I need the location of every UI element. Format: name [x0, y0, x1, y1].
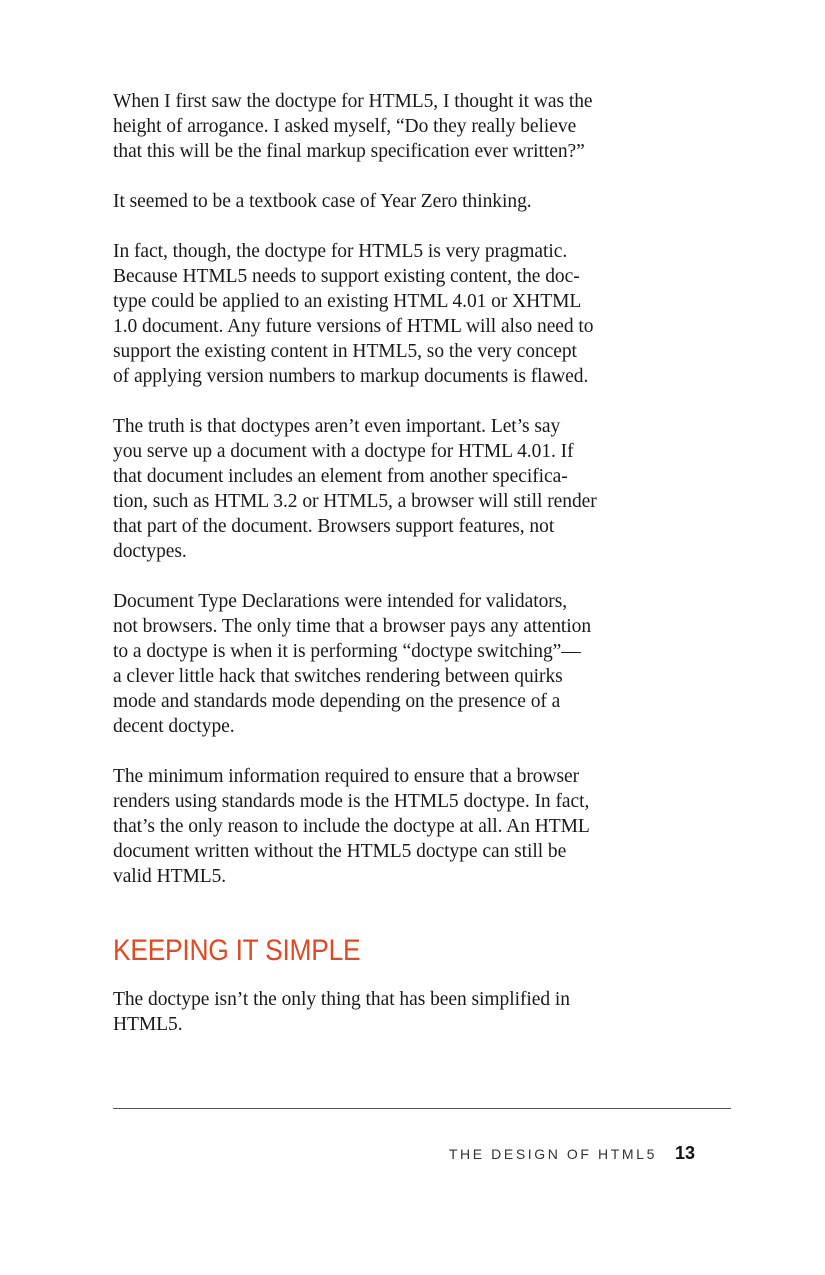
page-footer: [449, 1143, 695, 1165]
page-number: 13: [674, 1143, 695, 1163]
footer-divider: [113, 1108, 731, 1109]
paragraph-doctype-arrogance: When I first saw the doctype for HTML5, I thought it was the height of arrogance. I asked myself, “Do they really believe that this will be the final markup specification ever written?”: [113, 91, 593, 162]
paragraph-pragmatic: In fact, though, the doctype for HTML5 is very pragmatic. Because HTML5 needs to support existing content, the doc- type could be applied to an existing HTML 4.01 or XHTML 1.0 document. Any future versions of HTML will also need to support the existing content in HTML5, so the very concept of applying version numbers to markup documents is flawed.: [113, 241, 594, 387]
paragraph-simplified: The doctype isn’t the only thing that has been simplified in HTML5.: [113, 989, 570, 1035]
running-title: THE DESIGN OF HTML5: [448, 1146, 657, 1162]
page-body: [113, 89, 673, 1062]
paragraph-validators: Document Type Declarations were intended for validators, not browsers. The only time that a browser pays any attention to a doctype is when it is performing “doctype switching”— a clever little hack that switches rendering between quirks mode and standards mode depending on the presence of a decent doctype.: [113, 591, 592, 737]
paragraph-doctypes-not-important: The truth is that doctypes aren’t even important. Let’s say you serve up a document with a doctype for HTML 4.01. If that document includes an element from another specifica- tion, such as HTML 3.2 or HTML5, a browser will still render that part of the document. Browsers support features, not doctypes.: [113, 416, 597, 562]
section-heading: KEEPING IT SIMPLE: [113, 934, 361, 967]
paragraph-year-zero: It seemed to be a textbook case of Year Zero thinking.: [113, 191, 532, 212]
paragraph-minimum-information: The minimum information required to ensure that a browser renders using standards mode is the HTML5 doctype. In fact, that’s the only reason to include the doctype at all. An HTML document written without the HTML5 doctype can still be valid HTML5.: [113, 766, 590, 887]
